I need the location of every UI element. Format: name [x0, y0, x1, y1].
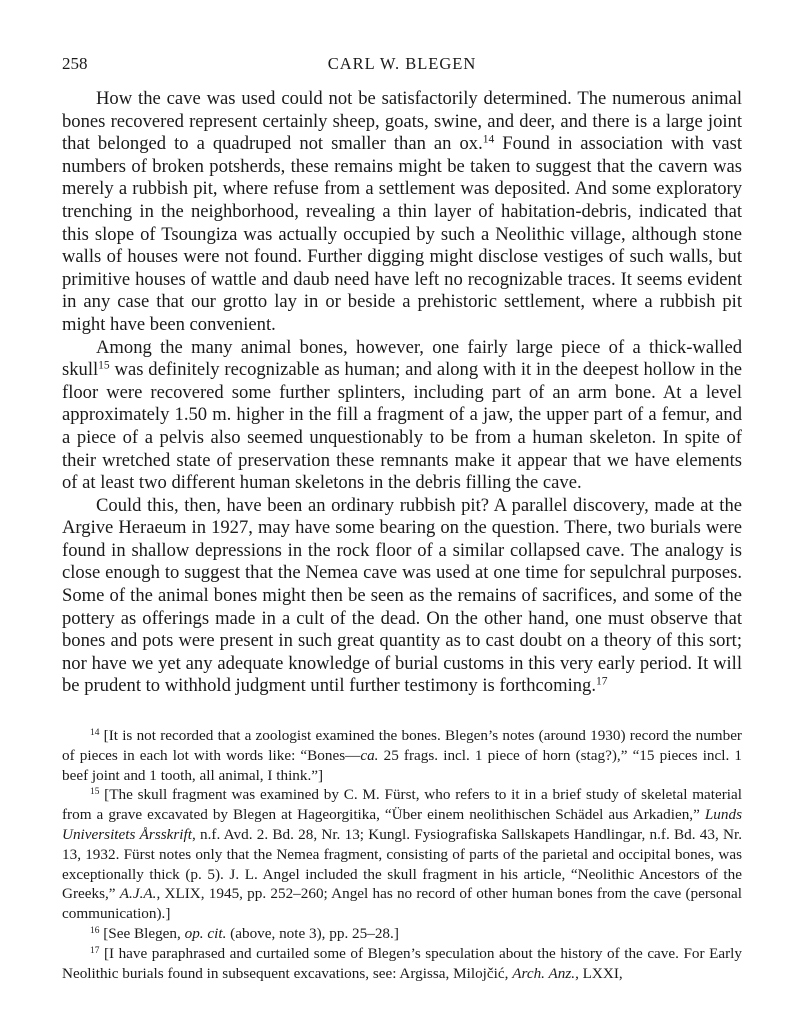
footnote-number: 16 [90, 925, 100, 936]
footnote-14: $^{14}$ [It is not recorded that a zoologist examined the bones. Blegen’s notes (around 1930) record the number of pieces in each lot with words like: “Bones—ca. 25 frags. incl. 1 piece of horn (stag?),” “15 pieces incl. 1 beef joint and 1 tooth, all animal, I think.”] [62, 727, 743, 784]
footnote-number: 14 [90, 727, 100, 738]
footnote-15: $^{15}$ [The skull fragment was examined by C. M. Fürst, who refers to it in a brief study of skeletal material from a grave excavated by Blegen at Hageorgitika, “Über einem neolithischen Schädel aus Arkadien,” Lunds Universitets Årsskrift, n.f. Avd. 2. Bd. 28, Nr. 13; Kungl. Fysiografiska Sallskapets Handlingar, n.f. Bd. 43, Nr. 13, 1932. Fürst notes only that the Nemea fragment, consisting of parts of the parietal and occipital bones, was exceptionally thick (p. 5). J. L. Angel included the skull fragment in his article, “Neolithic Ancestors of the Greeks,” A.J.A., XLIX, 1945, pp. 252–260; Angel has no record of other human bones from the cave (personal communication).] [62, 786, 742, 923]
footnote-ref[interactable]: 17 [595, 676, 608, 689]
footnote-number: 15 [90, 787, 100, 798]
footnote-ref[interactable]: 14 [482, 133, 495, 146]
paragraph: How the cave was used could not be satisfactorily determined. The numerous animal bones recovered represent certainly sheep, goats, swine, and deer, and there is a large joint that belonged to a quadruped not smaller than an ox.$^{14}$ Found in association with vast numbers of broken potsherds, these remains might be taken to suggest that the cavern was merely a rubbish pit, where refuse from a settlement was deposited. And some exploratory trenching in the neighborhood, revealing a thin layer of habitation-debris, indicated that this slope of Tsoungiza was actually occupied by such a Neolithic village, although stone walls of houses were not found. Further digging might disclose vestiges of such walls, but primitive houses of wattle and daub need have left no recognizable traces. It seems evident in any case that our grotto lay in or beside a prehistoric settlement, where a rubbish pit might have been convenient. [62, 88, 742, 335]
footnote-ref[interactable]: 15 [98, 359, 110, 372]
footnote-16: $^{16}$ [See Blegen, op. cit. (above, note 3), pp. 25–28.] [90, 924, 399, 942]
footnote-number: 17 [90, 945, 100, 956]
paragraph: Among the many animal bones, however, one fairly large piece of a thick-walled skull$^{15}$ was definitely recognizable as human; and along with it in the deepest hollow in the floor were recovered some further splinters, including part of an arm bone. At a level approximately 1.50 m. higher in the fill a fragment of a jaw, the upper part of a femur, and a piece of a pelvis also seemed unquestionably to be from a human skeleton. In spite of their wretched state of preservation these remnants make it appear that we have elements of at least two different human skeletons in the debris filling the cave. [62, 336, 742, 494]
page-number: 258 [62, 54, 88, 73]
page-header [62, 54, 742, 76]
running-head: CARL W. BLEGEN [327, 54, 477, 73]
footnotes [62, 726, 742, 983]
footnote-17: $^{17}$ [I have paraphrased and curtailed some of Blegen’s speculation about the history of the cave. For Early Neolithic burials found in subsequent excavations, see: Argissa, Milojčić, Arch. Anz., LXXI, [62, 944, 742, 982]
body-text [62, 88, 742, 698]
paragraph: Could this, then, have been an ordinary rubbish pit? A parallel discovery, made at the Argive Heraeum in 1927, may have some bearing on the question. There, two burials were found in shallow depressions in the rock floor of a similar collapsed cave. The analogy is close enough to suggest that the Nemea cave was used at one time for sepulchral purposes. Some of the animal bones might then be seen as the remains of sacrifices, and some of the pottery as offerings made in a cult of the dead. On the other hand, one must observe that bones and pots were present in such great quantity as to cast doubt on a theory of this sort; nor have we yet any adequate knowledge of burial customs in this very early period. It will be prudent to withhold judgment until further testimony is forthcoming.$^{17}$ [62, 494, 743, 697]
